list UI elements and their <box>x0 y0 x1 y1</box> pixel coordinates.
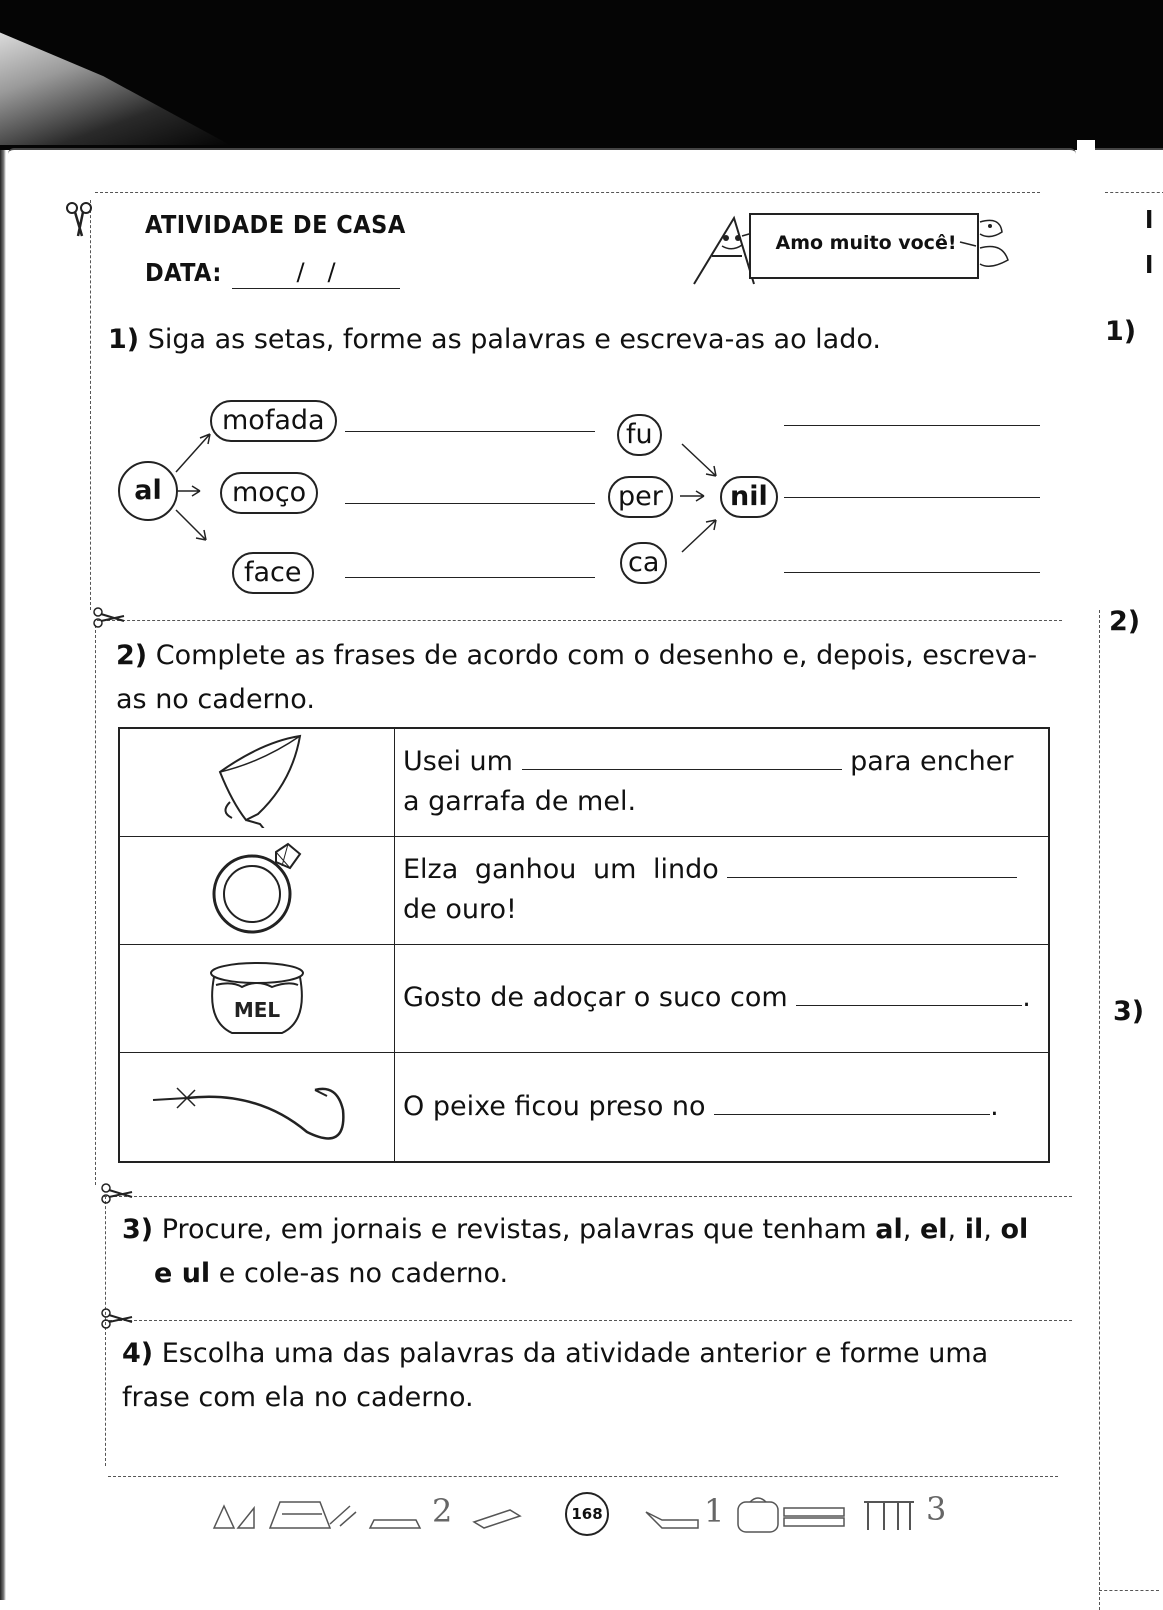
question-3 <box>122 1208 1042 1296</box>
table-row <box>119 1052 1049 1162</box>
picture-cell <box>119 728 395 836</box>
answer-line[interactable] <box>345 503 595 504</box>
answer-line[interactable] <box>784 497 1040 498</box>
sentence-text: Elza ganhou um lindo <box>403 854 719 885</box>
school-supplies-icon <box>210 1494 470 1534</box>
sentence-cell <box>395 728 1050 836</box>
question-number: 3) <box>122 1214 154 1245</box>
table-row <box>119 944 1049 1052</box>
fill-blank[interactable] <box>727 853 1017 878</box>
fill-blank[interactable] <box>714 1090 990 1115</box>
arrows-icon <box>676 430 726 560</box>
syllable-al: al <box>875 1214 903 1245</box>
pencil-icon <box>642 1502 702 1532</box>
sentence-text: . <box>990 1090 999 1122</box>
right-page-marker: 2) <box>1109 606 1141 637</box>
question-text: Siga as setas, forme as palavras e escreva-as ao lado. <box>147 324 881 355</box>
answer-line[interactable] <box>345 577 595 578</box>
honey-pot-icon <box>202 951 312 1041</box>
sentence-text: de ouro! <box>403 894 517 925</box>
word-face: face <box>232 552 314 594</box>
syllable-per: per <box>608 476 673 518</box>
sentence-cell <box>395 836 1050 944</box>
footer-decoration <box>210 1490 970 1540</box>
footer-digit: 2 <box>432 1492 453 1530</box>
picture-cell <box>119 944 395 1052</box>
sentence-text: Gosto de adoçar o suco com <box>403 982 788 1013</box>
right-page-marker: 1) <box>1105 316 1137 347</box>
question-number: 1) <box>108 324 140 355</box>
sentence-text: O peixe ficou preso no <box>403 1090 706 1122</box>
right-page-marker: 3) <box>1113 996 1145 1027</box>
question-text: Complete as frases de acordo com o desenho e, depois, escreva-as no caderno. <box>116 640 1038 715</box>
sentence-text: a garrafa de mel. <box>403 786 637 818</box>
picture-cell <box>119 836 395 944</box>
syllable-e-ul: e ul <box>154 1258 211 1289</box>
fish-hook-icon <box>147 1060 367 1150</box>
fill-blank[interactable] <box>796 981 1022 1006</box>
date-field[interactable] <box>232 258 400 289</box>
funnel-icon <box>202 732 312 828</box>
question-2 <box>116 634 1046 722</box>
question-text: Procure, em jornais e revistas, palavras que tenham <box>161 1214 867 1245</box>
syllable-el: el <box>919 1214 948 1245</box>
right-page-edge: I I 1) 2) 3) <box>1095 148 1163 1602</box>
page-edge-shadow <box>0 150 6 1600</box>
separator: , <box>983 1214 992 1245</box>
worksheet-title: ATIVIDADE DE CASA <box>145 210 406 239</box>
sentence-text: Usei um <box>403 746 513 778</box>
footer-digit: 3 <box>926 1490 947 1528</box>
book-seam <box>1077 140 1095 1600</box>
word-moco: moço <box>220 472 318 514</box>
sentence-text: para encher <box>850 746 1014 778</box>
sentence-cell <box>395 944 1050 1052</box>
question-number: 4) <box>122 1338 154 1369</box>
page-number-circle <box>565 1492 609 1536</box>
table-row <box>119 728 1049 836</box>
word-mofada: mofada <box>210 400 337 442</box>
scissors-icon <box>62 200 98 240</box>
root-circle-al <box>118 461 178 521</box>
root-al: al <box>134 475 162 506</box>
question-text: e cole-as no caderno. <box>218 1258 509 1289</box>
sentence-text: . <box>1022 982 1031 1013</box>
scissors-icon <box>100 1183 136 1205</box>
date-label: DATA: <box>145 258 222 287</box>
answer-line[interactable] <box>784 572 1040 573</box>
pot-label: MEL <box>233 998 281 1022</box>
sentence-cell <box>395 1052 1050 1162</box>
ring-icon <box>202 838 312 938</box>
sentences-table <box>118 727 1050 1163</box>
fill-blank[interactable] <box>522 745 842 770</box>
table-row <box>119 836 1049 944</box>
question-number: 2) <box>116 640 148 671</box>
date-slashes: / / <box>296 258 336 286</box>
separator: , <box>947 1214 957 1245</box>
footer-digit: 1 <box>704 1492 725 1530</box>
separator: , <box>902 1214 912 1245</box>
scissors-icon <box>92 607 128 629</box>
syllable-il: il <box>964 1214 984 1245</box>
badge-text: Amo muito você! <box>775 232 957 254</box>
answer-line[interactable] <box>345 431 595 432</box>
picture-cell <box>119 1052 395 1162</box>
question-1 <box>108 318 881 362</box>
page-number: 168 <box>571 1505 603 1523</box>
syllable-ca: ca <box>620 542 667 584</box>
answer-line[interactable] <box>784 425 1040 426</box>
root-nil: nil <box>720 476 778 518</box>
question-4 <box>122 1332 1062 1420</box>
backpack-books-icon <box>734 1494 924 1534</box>
pencil-icon <box>470 1502 530 1532</box>
syllable-fu: fu <box>617 414 662 456</box>
syllable-ol: ol <box>1000 1214 1029 1245</box>
scissors-icon <box>100 1308 136 1330</box>
question-text: Escolha uma das palavras da atividade anterior e forme uma frase com ela no caderno. <box>122 1338 989 1413</box>
